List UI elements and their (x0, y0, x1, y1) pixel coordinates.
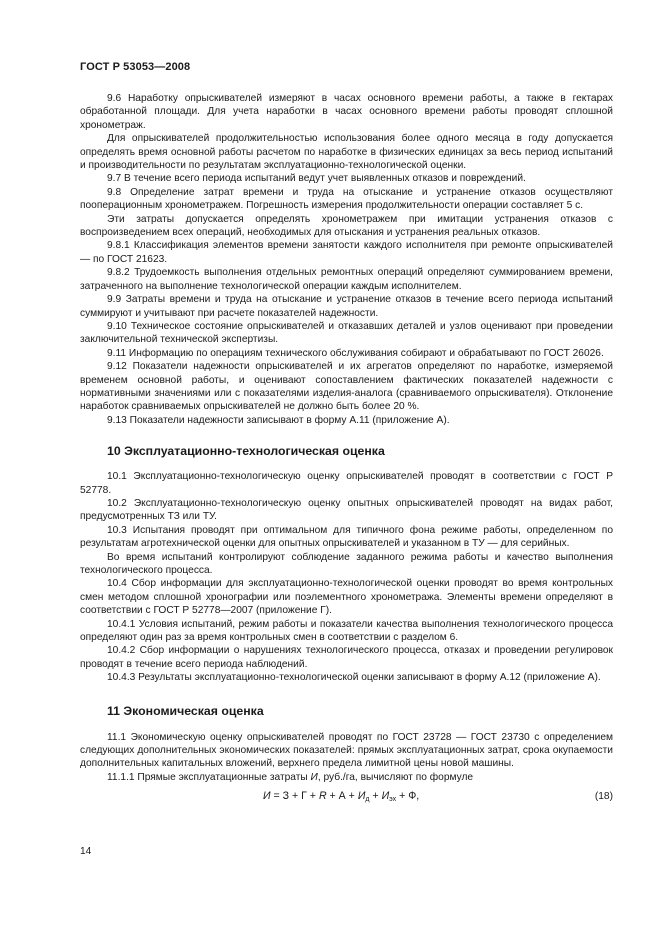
formula-part: = З + Г + (270, 790, 319, 803)
section-11-heading: 11 Экономическая оценка (107, 703, 264, 718)
paragraph-10-4: 10.4 Сбор информации для эксплуатационно-технологической оценки проводят во время контрольных смен методом сплошной хронографии или поэлементного хронометража. Элементы времени определяют в соответствии с ГОСТ Р 52778—2007 (приложение Г). (80, 578, 613, 617)
paragraph-10-3-note: Во время испытаний контролируют соблюдение заданного режима работы и качество выполнения технологического процесса. (80, 551, 613, 576)
formula-i-d: И (357, 790, 366, 803)
formula-18 (263, 790, 419, 806)
paragraph-9-6-note: Для опрыскивателей продолжительностью использования более одного месяца в году допускается определять время основной работы расчетом по наработке в физических единицах за весь период испытаний и производительности по результатам эксплуатационно-технологической оценки. (80, 133, 613, 172)
paragraph-9-13: 9.13 Показатели надежности записывают в форму А.11 (приложение А). (107, 414, 450, 426)
paragraph-9-7: 9.7 В течение всего периода испытаний ведут учет выявленных отказов и повреждений. (107, 173, 526, 185)
paragraph-10-4-2: 10.4.2 Сбор информации о нарушениях технологического процесса, отказах и проведении регулировок проводят в течение всего периода наблюдений. (80, 645, 613, 670)
paragraph-11-1: 11.1 Экономическую оценку опрыскивателей проводят по ГОСТ 23728 — ГОСТ 23730 с определением следующих дополнительных экономических показателей: прямых эксплуатационных затрат, срока окупаемости дополнительных капитальных вложений, верхнего предела лимитной цены новой машины. (80, 731, 613, 770)
paragraph-11-1-1 (80, 771, 613, 784)
formula-sub-d: д (365, 796, 370, 804)
paragraph-10-2: 10.2 Эксплуатационно-технологическую оценку опытных опрыскивателей проводят на видах работ, предусмотренных ТЗ или ТУ. (80, 497, 613, 523)
paragraph-9-8-2: 9.8.2 Трудоемкость выполнения отдельных ремонтных операций определяют суммированием времени, затраченного на выполнение технологической операции каждым исполнителем. (80, 267, 613, 292)
section-10-heading: 10 Эксплуатационно-технологическая оценка (107, 444, 385, 459)
formula-i-eh: И (381, 790, 390, 803)
document-header: ГОСТ Р 53053—2008 (80, 61, 191, 73)
formula-part: + Ф, (396, 790, 420, 803)
formula-r: R (318, 790, 327, 803)
formula-part: + А + (326, 790, 358, 803)
paragraph-9-10: 9.10 Техническое состояние опрыскивателей и отказавших деталей и узлов оценивают при проведении заключительной технической экспертизы. (80, 320, 613, 346)
paragraph-11-1-1-suffix: , руб./га, вычисляют по формуле (317, 771, 474, 783)
spacer (80, 685, 613, 704)
paragraph-9-9: 9.9 Затраты времени и труда на отыскание и устранение отказов в течение всего периода испытаний суммируют и учитывают при расчете показателей надежности. (80, 294, 613, 319)
paragraph-9-12: 9.12 Показатели надежности опрыскивателей и их агрегатов определяют по наработке, измеряемой временем основной работы, и оценивают сопоставлением фактических показателей надежности с нормативными значениями или с показателями изделия-аналога (сравниваемого опрыскивателя). Отклонение наработок сравниваемых опрыскивателей не должно быть более 20 %. (80, 361, 613, 413)
paragraph-9-11: 9.11 Информацию по операциям технического обслуживания собирают и обрабатывают по ГОСТ 26026. (107, 347, 604, 359)
paragraph-10-4-1: 10.4.1 Условия испытаний, режим работы и показатели качества выполнения технологического процесса определяют один раз за время контрольных смен в соответствии с разделом 6. (80, 618, 613, 644)
formula-part: + (369, 790, 382, 803)
spacer (80, 459, 613, 470)
paragraph-10-1: 10.1 Эксплуатационно-технологическую оценку опрыскивателей проводят в соответствии с ГОСТ Р 52778. (80, 471, 613, 496)
paragraph-9-8-note: Эти затраты допускается определять хронометражем при имитации устранения отказов с воспроизведением всех операций, необходимых для отыскания и устранения реальных отказов. (80, 213, 613, 239)
formula-row (80, 790, 613, 806)
document-body (80, 92, 613, 806)
paragraph-11-1-1-prefix: 11.1.1 Прямые эксплуатационные затраты (107, 771, 311, 783)
paragraph-10-3: 10.3 Испытания проводят при оптимальном для типичного фона режиме работы, определенном по результатам агротехнической оценки для опытных опрыскивателей и указанном в ТУ — для серийных. (80, 524, 613, 550)
formula-sub-eh: эх (389, 796, 397, 804)
paragraph-9-8: 9.8 Определение затрат времени и труда на отыскание и устранение отказов осуществляют пооперационным хронометражем. Погрешность измерения продолжительности операции составляет 5 с. (80, 186, 613, 212)
spacer (80, 427, 613, 444)
paragraph-10-4-3: 10.4.3 Результаты эксплуатационно-технологической оценки записывают в форму А.12 (приложение А). (107, 672, 601, 684)
variable-i: И (310, 771, 318, 783)
paragraph-9-8-1: 9.8.1 Классификация элементов времени занятости каждого исполнителя при ремонте опрыскивателей — по ГОСТ 21623. (80, 240, 613, 265)
paragraph-9-6: 9.6 Наработку опрыскивателей измеряют в часах основного времени работы, а также в гектарах обработанной площади. Для учета наработки в часах основного времени работы проводят сплошной хронометраж. (80, 93, 613, 131)
formula-number: (18) (594, 791, 613, 803)
formula-lhs: И (263, 790, 271, 803)
page-number: 14 (80, 846, 92, 857)
spacer (80, 719, 613, 731)
